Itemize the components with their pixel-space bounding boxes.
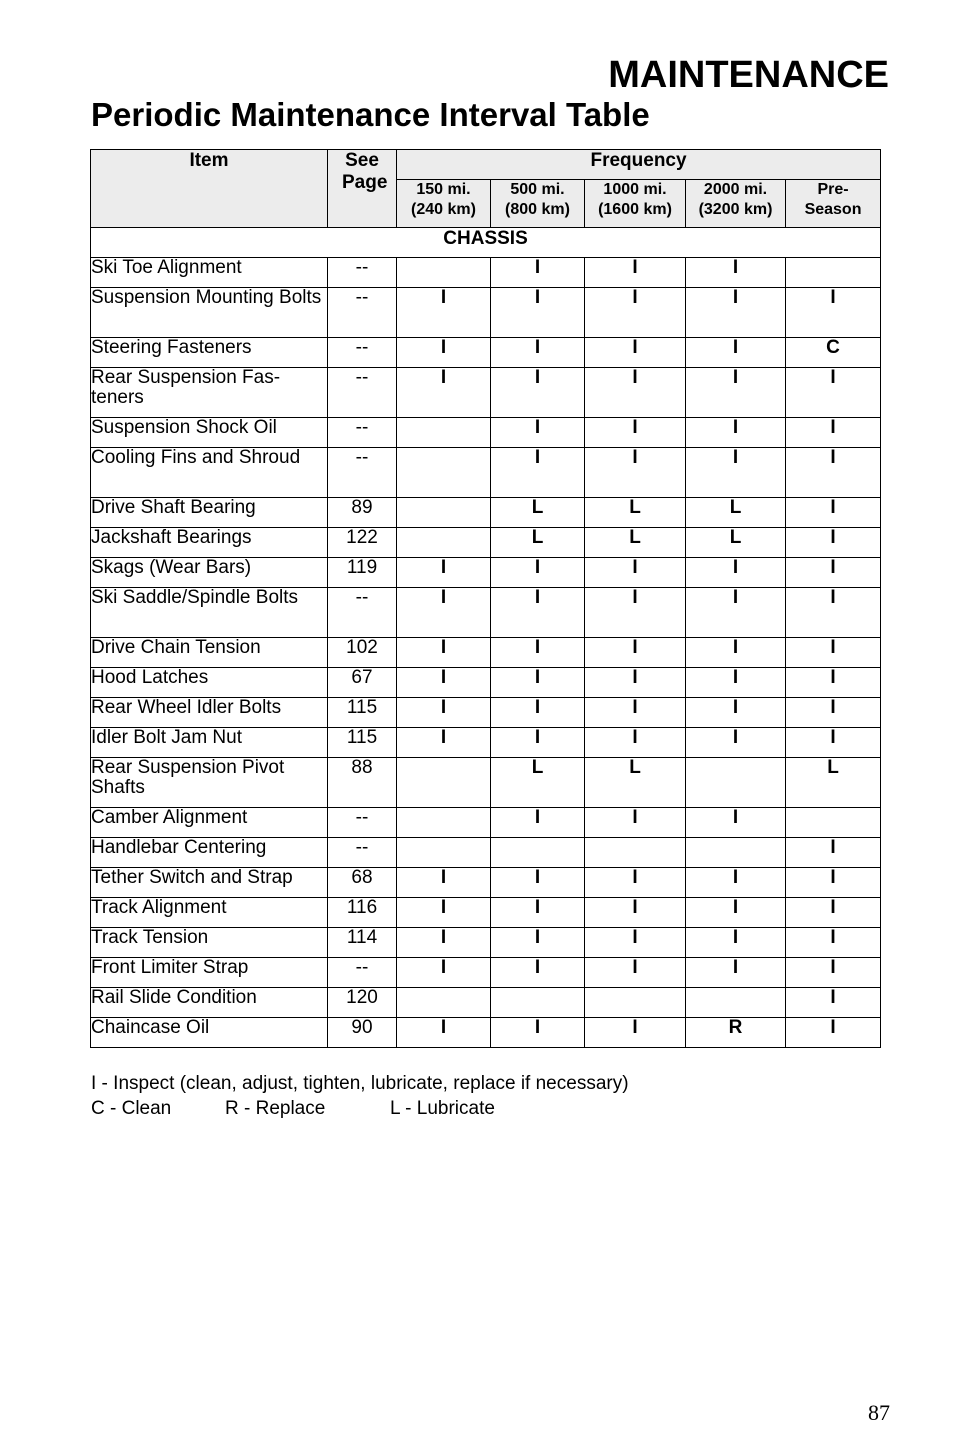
table-row bbox=[91, 808, 881, 838]
section-title: MAINTENANCE bbox=[608, 54, 889, 96]
see-page-value: -- bbox=[328, 368, 397, 418]
interval-mark: I bbox=[686, 728, 786, 758]
see-page-value: -- bbox=[328, 258, 397, 288]
interval-mark: I bbox=[686, 808, 786, 838]
item-name: Idler Bolt Jam Nut bbox=[91, 728, 328, 758]
interval-mark: I bbox=[491, 638, 585, 668]
table-row bbox=[91, 728, 881, 758]
interval-mark bbox=[585, 988, 686, 1018]
table-row bbox=[91, 528, 881, 558]
interval-mark: I bbox=[686, 958, 786, 988]
table-row bbox=[91, 418, 881, 448]
interval-header-500: 500 mi. (800 km) bbox=[491, 180, 585, 228]
see-page-value: 114 bbox=[328, 928, 397, 958]
item-name: Ski Toe Alignment bbox=[91, 258, 328, 288]
interval-mark: I bbox=[491, 418, 585, 448]
interval-mark: I bbox=[585, 728, 686, 758]
interval-mark: I bbox=[786, 638, 881, 668]
interval-mark: I bbox=[491, 558, 585, 588]
interval-mark: I bbox=[786, 558, 881, 588]
interval-mark: I bbox=[491, 898, 585, 928]
item-name: Cooling Fins and Shroud bbox=[91, 448, 328, 498]
interval-mark: I bbox=[585, 668, 686, 698]
interval-mark: I bbox=[397, 558, 491, 588]
interval-header-1000: 1000 mi. (1600 km) bbox=[585, 180, 686, 228]
interval-mark: I bbox=[491, 928, 585, 958]
interval-mark: I bbox=[397, 368, 491, 418]
interval-mark: I bbox=[786, 588, 881, 638]
see-page-value: 102 bbox=[328, 638, 397, 668]
item-name: Ski Saddle/Spindle Bolts bbox=[91, 588, 328, 638]
interval-mark: L bbox=[585, 758, 686, 808]
interval-header-150: 150 mi. (240 km) bbox=[397, 180, 491, 228]
interval-mark: I bbox=[585, 1018, 686, 1048]
interval-mark: I bbox=[491, 448, 585, 498]
interval-mark bbox=[397, 498, 491, 528]
see-page-value: -- bbox=[328, 588, 397, 638]
interval-mark: I bbox=[585, 868, 686, 898]
interval-mark: I bbox=[585, 958, 686, 988]
see-page-value: -- bbox=[328, 288, 397, 338]
interval-mark: I bbox=[491, 698, 585, 728]
interval-mark: I bbox=[585, 448, 686, 498]
interval-mark: L bbox=[686, 528, 786, 558]
item-name: Handlebar Centering bbox=[91, 838, 328, 868]
see-page-value: 89 bbox=[328, 498, 397, 528]
see-page-value: -- bbox=[328, 838, 397, 868]
interval-mark: I bbox=[585, 258, 686, 288]
interval-mark bbox=[397, 528, 491, 558]
interval-mark bbox=[686, 838, 786, 868]
interval-mark bbox=[397, 258, 491, 288]
table-row bbox=[91, 668, 881, 698]
interval-mark: I bbox=[786, 868, 881, 898]
legend-lubricate: L - Lubricate bbox=[390, 1098, 495, 1119]
interval-mark: I bbox=[585, 558, 686, 588]
interval-mark: I bbox=[585, 368, 686, 418]
interval-mark: I bbox=[686, 868, 786, 898]
item-name: Hood Latches bbox=[91, 668, 328, 698]
item-name: Rear Suspension Fas-teners bbox=[91, 368, 328, 418]
interval-mark: I bbox=[397, 898, 491, 928]
interval-mark bbox=[397, 988, 491, 1018]
item-name: Camber Alignment bbox=[91, 808, 328, 838]
interval-mark: I bbox=[686, 928, 786, 958]
interval-mark: I bbox=[397, 728, 491, 758]
item-name: Rail Slide Condition bbox=[91, 988, 328, 1018]
column-header-frequency: Frequency bbox=[397, 150, 881, 180]
interval-header-pre-season: Pre- Season bbox=[786, 180, 881, 228]
table-row bbox=[91, 928, 881, 958]
interval-mark: I bbox=[686, 368, 786, 418]
table-row bbox=[91, 958, 881, 988]
page-number: 87 bbox=[868, 1400, 890, 1425]
table-row bbox=[91, 498, 881, 528]
interval-mark: I bbox=[786, 1018, 881, 1048]
table-row bbox=[91, 368, 881, 418]
interval-mark bbox=[786, 258, 881, 288]
interval-mark: L bbox=[585, 528, 686, 558]
interval-mark bbox=[585, 838, 686, 868]
interval-mark bbox=[397, 758, 491, 808]
item-name: Suspension Mounting Bolts bbox=[91, 288, 328, 338]
interval-mark: I bbox=[397, 638, 491, 668]
see-page-value: 119 bbox=[328, 558, 397, 588]
interval-mark: I bbox=[491, 1018, 585, 1048]
interval-mark: L bbox=[491, 528, 585, 558]
interval-mark: I bbox=[786, 528, 881, 558]
see-page-value: 116 bbox=[328, 898, 397, 928]
interval-mark: C bbox=[786, 338, 881, 368]
item-name: Track Alignment bbox=[91, 898, 328, 928]
see-page-value: 122 bbox=[328, 528, 397, 558]
item-name: Drive Shaft Bearing bbox=[91, 498, 328, 528]
interval-mark: I bbox=[585, 338, 686, 368]
interval-mark: I bbox=[397, 588, 491, 638]
interval-mark: I bbox=[686, 588, 786, 638]
item-name: Rear Wheel Idler Bolts bbox=[91, 698, 328, 728]
item-name: Jackshaft Bearings bbox=[91, 528, 328, 558]
interval-mark: I bbox=[491, 588, 585, 638]
page-title: Periodic Maintenance Interval Table bbox=[91, 96, 650, 133]
interval-mark bbox=[397, 838, 491, 868]
interval-mark: I bbox=[397, 338, 491, 368]
interval-mark: I bbox=[686, 448, 786, 498]
interval-mark: I bbox=[585, 638, 686, 668]
interval-mark: I bbox=[585, 928, 686, 958]
interval-mark: I bbox=[585, 588, 686, 638]
legend-inspect: I - Inspect (clean, adjust, tighten, lubricate, replace if necessary) bbox=[91, 1073, 629, 1094]
item-name: Drive Chain Tension bbox=[91, 638, 328, 668]
legend-clean: C - Clean bbox=[91, 1098, 172, 1119]
interval-mark bbox=[397, 808, 491, 838]
interval-mark: I bbox=[397, 668, 491, 698]
interval-mark: L bbox=[585, 498, 686, 528]
interval-mark: I bbox=[786, 838, 881, 868]
table-row bbox=[91, 988, 881, 1018]
interval-mark: I bbox=[686, 288, 786, 338]
interval-mark bbox=[786, 808, 881, 838]
interval-mark: I bbox=[491, 728, 585, 758]
interval-mark: I bbox=[686, 668, 786, 698]
interval-mark: I bbox=[686, 898, 786, 928]
interval-mark bbox=[491, 988, 585, 1018]
item-name: Tether Switch and Strap bbox=[91, 868, 328, 898]
interval-mark: I bbox=[686, 338, 786, 368]
see-page-value: 88 bbox=[328, 758, 397, 808]
item-name: Front Limiter Strap bbox=[91, 958, 328, 988]
table-row bbox=[91, 838, 881, 868]
table-row bbox=[91, 638, 881, 668]
interval-mark: R bbox=[686, 1018, 786, 1048]
interval-mark: I bbox=[491, 258, 585, 288]
table-row bbox=[91, 1018, 881, 1048]
item-name: Suspension Shock Oil bbox=[91, 418, 328, 448]
table-row bbox=[91, 448, 881, 498]
interval-mark: I bbox=[686, 558, 786, 588]
see-page-value: -- bbox=[328, 338, 397, 368]
interval-mark: I bbox=[491, 868, 585, 898]
table-row bbox=[91, 868, 881, 898]
legend bbox=[91, 1071, 629, 1121]
item-name: Track Tension bbox=[91, 928, 328, 958]
interval-mark: I bbox=[786, 288, 881, 338]
see-page-value: 90 bbox=[328, 1018, 397, 1048]
item-name: Chaincase Oil bbox=[91, 1018, 328, 1048]
interval-mark: L bbox=[786, 758, 881, 808]
see-page-value: 67 bbox=[328, 668, 397, 698]
interval-mark: I bbox=[786, 988, 881, 1018]
column-header-item: Item bbox=[91, 150, 328, 228]
table-row bbox=[91, 898, 881, 928]
column-header-see-page: See Page bbox=[328, 150, 397, 228]
item-name: Steering Fasteners bbox=[91, 338, 328, 368]
interval-mark: I bbox=[786, 898, 881, 928]
interval-mark: I bbox=[491, 668, 585, 698]
interval-mark: I bbox=[786, 368, 881, 418]
table-row bbox=[91, 758, 881, 808]
interval-mark: I bbox=[397, 928, 491, 958]
interval-mark: I bbox=[585, 698, 686, 728]
interval-mark: I bbox=[397, 868, 491, 898]
interval-mark: I bbox=[585, 898, 686, 928]
table-row bbox=[91, 338, 881, 368]
interval-mark: I bbox=[491, 338, 585, 368]
interval-mark bbox=[397, 448, 491, 498]
item-name: Skags (Wear Bars) bbox=[91, 558, 328, 588]
interval-mark: I bbox=[686, 638, 786, 668]
see-page-value: 68 bbox=[328, 868, 397, 898]
table-row bbox=[91, 698, 881, 728]
interval-mark: I bbox=[786, 668, 881, 698]
interval-mark: I bbox=[786, 418, 881, 448]
interval-mark bbox=[491, 838, 585, 868]
interval-mark: I bbox=[786, 728, 881, 758]
interval-mark bbox=[397, 418, 491, 448]
see-page-value: -- bbox=[328, 418, 397, 448]
item-name: Rear Suspension Pivot Shafts bbox=[91, 758, 328, 808]
interval-mark bbox=[686, 988, 786, 1018]
see-page-value: -- bbox=[328, 448, 397, 498]
interval-mark: I bbox=[786, 498, 881, 528]
interval-mark: I bbox=[585, 288, 686, 338]
interval-mark: I bbox=[491, 368, 585, 418]
maintenance-interval-table bbox=[90, 149, 881, 1048]
interval-mark: I bbox=[397, 288, 491, 338]
see-page-value: 115 bbox=[328, 698, 397, 728]
interval-mark: I bbox=[686, 258, 786, 288]
interval-mark: L bbox=[491, 758, 585, 808]
table-row bbox=[91, 558, 881, 588]
see-page-value: 120 bbox=[328, 988, 397, 1018]
interval-mark: I bbox=[786, 958, 881, 988]
interval-mark: I bbox=[397, 698, 491, 728]
see-page-value: -- bbox=[328, 808, 397, 838]
interval-mark: I bbox=[491, 808, 585, 838]
interval-mark: I bbox=[786, 698, 881, 728]
table-row bbox=[91, 588, 881, 638]
table-row bbox=[91, 258, 881, 288]
interval-mark bbox=[686, 758, 786, 808]
see-page-value: 115 bbox=[328, 728, 397, 758]
interval-mark: I bbox=[585, 418, 686, 448]
interval-mark: I bbox=[686, 698, 786, 728]
interval-mark: I bbox=[786, 928, 881, 958]
interval-mark: I bbox=[491, 958, 585, 988]
interval-mark: I bbox=[397, 1018, 491, 1048]
see-page-value: -- bbox=[328, 958, 397, 988]
interval-mark: I bbox=[786, 448, 881, 498]
interval-mark: L bbox=[686, 498, 786, 528]
interval-mark: I bbox=[491, 288, 585, 338]
section-row-chassis: CHASSIS bbox=[91, 228, 881, 258]
interval-mark: I bbox=[585, 808, 686, 838]
interval-mark: I bbox=[397, 958, 491, 988]
interval-mark: I bbox=[686, 418, 786, 448]
legend-replace: R - Replace bbox=[225, 1098, 326, 1119]
interval-header-2000: 2000 mi. (3200 km) bbox=[686, 180, 786, 228]
interval-mark: L bbox=[491, 498, 585, 528]
table-row bbox=[91, 288, 881, 338]
